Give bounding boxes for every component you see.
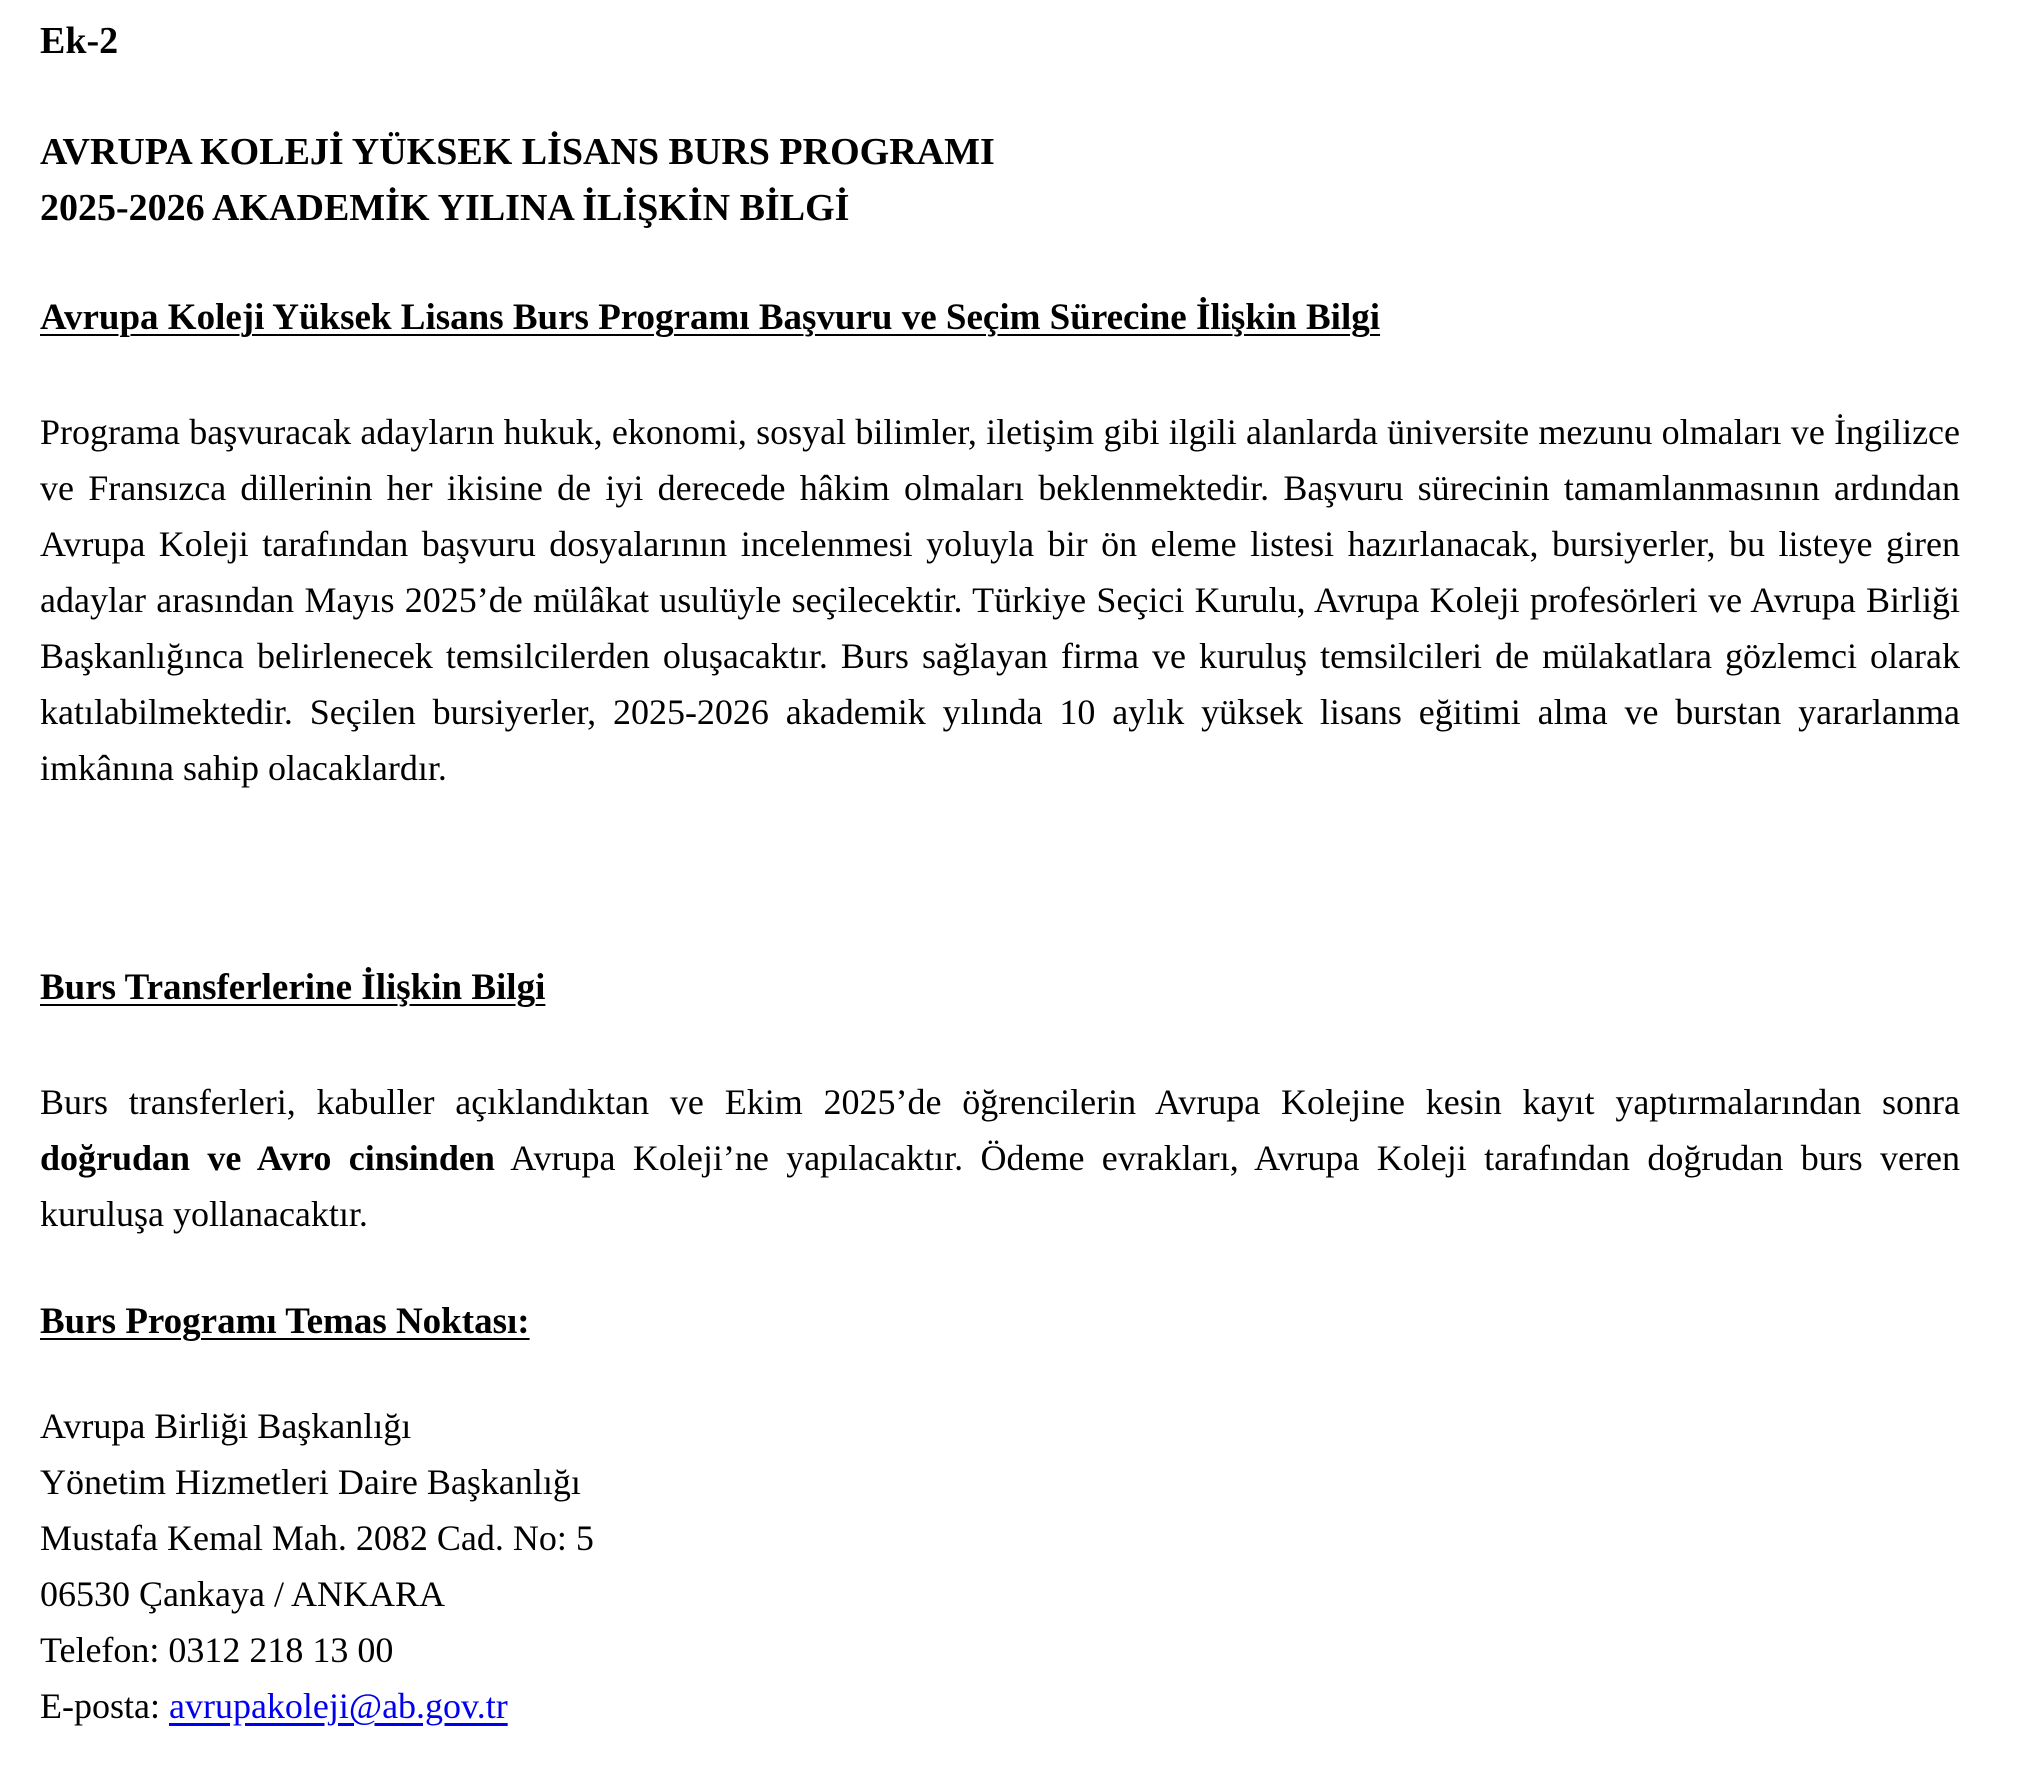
contact-phone: Telefon: 0312 218 13 00 xyxy=(40,1630,394,1670)
contact-email-link[interactable]: avrupakoleji@ab.gov.tr xyxy=(168,1686,508,1726)
document-title xyxy=(40,124,995,236)
transfers-text-2: Avrupa Koleji’ne yapılacaktır. Ödeme evrakları, Avrupa Koleji tarafından doğrudan burs veren kuruluşa yollanacaktır. xyxy=(40,1138,1960,1234)
contact-address xyxy=(40,1398,594,1734)
contact-organization: Avrupa Birliği Başkanlığı xyxy=(40,1406,412,1446)
transfers-text-bold: doğrudan ve Avro cinsinden xyxy=(40,1138,495,1178)
transfers-text-1: Burs transferleri, kabuller açıklandıktan ve Ekim 2025’de öğrencilerin Avrupa Kolejine kesin kayıt yaptırmalarından sonra xyxy=(40,1082,1960,1122)
contact-department: Yönetim Hizmetleri Daire Başkanlığı xyxy=(40,1462,581,1502)
contact-email-label: E-posta: xyxy=(40,1686,169,1726)
contact-email-line xyxy=(40,1678,594,1734)
title-line-1: AVRUPA KOLEJİ YÜKSEK LİSANS BURS PROGRAMI xyxy=(40,131,995,173)
section-heading-contact: Burs Programı Temas Noktası: xyxy=(40,1301,530,1342)
application-paragraph: Programa başvuracak adayların hukuk, ekonomi, sosyal bilimler, iletişim gibi ilgili alanlarda üniversite mezunu olmaları ve İngilizce ve Fransızca dillerinin her ikisine de iyi derecede hâkim olmaları beklenmektedir. Başvuru sürecinin tamamlanmasının ardından Avrupa Koleji tarafından başvuru dosyalarının incelenmesi yoluyla bir ön eleme listesi hazırlanacak, bursiyerler, bu listeye giren adaylar arasından Mayıs 2025’de mülâkat usulüyle seçilecektir. Türkiye Seçici Kurulu, Avrupa Koleji profesörleri ve Avrupa Birliği Başkanlığınca belirlenecek temsilcilerden oluşacaktır. Burs sağlayan firma ve kuruluş temsilcileri de mülakatlara gözlemci olarak katılabilmektedir. Seçilen bursiyerler, 2025-2026 akademik yılında 10 aylık yüksek lisans eğitimi alma ve burstan yararlanma imkânına sahip olacaklardır. xyxy=(40,412,1960,788)
contact-city: 06530 Çankaya / ANKARA xyxy=(40,1574,445,1614)
title-line-2: 2025-2026 AKADEMİK YILINA İLİŞKİN BİLGİ xyxy=(40,187,850,229)
annex-label: Ek-2 xyxy=(40,20,119,62)
transfers-paragraph xyxy=(40,1074,1960,1242)
section-heading-application: Avrupa Koleji Yüksek Lisans Burs Programı Başvuru ve Seçim Sürecine İlişkin Bilgi xyxy=(40,297,1381,338)
section-heading-transfers: Burs Transferlerine İlişkin Bilgi xyxy=(40,967,546,1008)
contact-street: Mustafa Kemal Mah. 2082 Cad. No: 5 xyxy=(40,1518,594,1558)
